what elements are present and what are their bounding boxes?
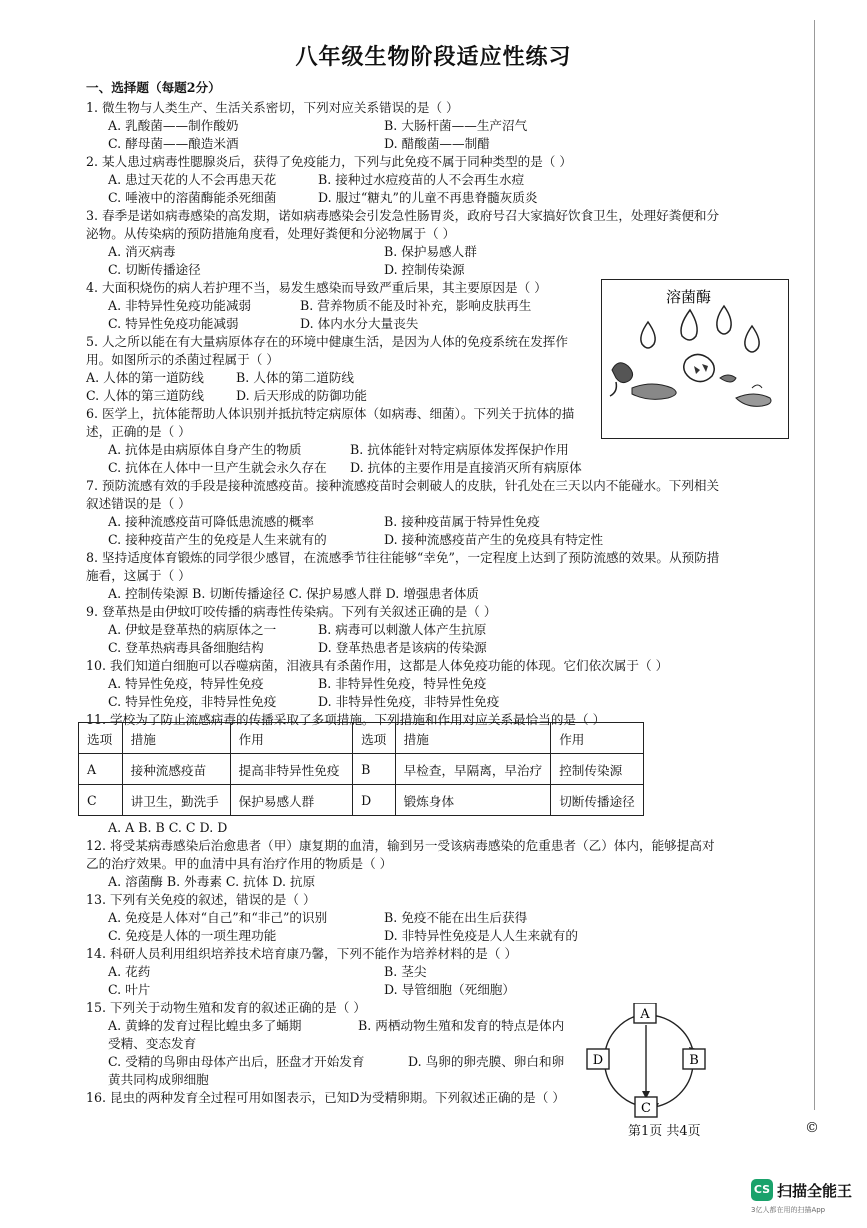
question-line: A. 花药	[108, 964, 151, 979]
question-line: C. 登革热病毒具备细胞结构	[108, 640, 264, 655]
question-line: A. 控制传染源 B. 切断传播途径 C. 保护易感人群 D. 增强患者体质	[108, 586, 479, 601]
figure-label: 溶菌酶	[666, 288, 712, 306]
table-header-cell: 选项	[353, 723, 396, 754]
question-line: D. 体内水分大量丧失	[300, 316, 419, 331]
table-cell: 锻炼身体	[395, 785, 551, 816]
question-line: B. 大肠杆菌——生产沼气	[384, 118, 528, 133]
question-line: D. 控制传染源	[384, 262, 465, 277]
question-line: C. 接种疫苗产生的免疫是人生来就有的	[108, 532, 327, 547]
section-heading: 一、选择题（每题2分）	[86, 80, 221, 95]
question-line: A. 溶菌酶 B. 外毒素 C. 抗体 D. 抗原	[108, 874, 316, 889]
question-line: A. 患过天花的人不会再患天花	[108, 172, 277, 187]
question-line: 受精、变态发育	[108, 1036, 197, 1051]
table-cell: B	[353, 754, 396, 785]
question-line: 9. 登革热是由伊蚊叮咬传播的病毒性传染病。下列有关叙述正确的是（ ）	[86, 604, 497, 619]
table-cell: 保护易感人群	[230, 785, 352, 816]
question-line: D. 导管细胞（死细胞）	[384, 982, 515, 997]
question-line: A. 消灭病毒	[108, 244, 176, 259]
question-line: 2. 某人患过病毒性腮腺炎后，获得了免疫能力，下列与此免疫不属于同种类型的是（ ）	[86, 154, 572, 169]
question-line: 4. 大面积烧伤的病人若护理不当，易发生感染而导致严重后果，其主要原因是（ ）	[86, 280, 547, 295]
question-line: B. 茎尖	[384, 964, 427, 979]
table-header-cell: 措施	[122, 723, 230, 754]
table-cell: D	[353, 785, 396, 816]
question-line: D. 非特异性免疫是人人生来就有的	[384, 928, 578, 943]
question-line: A. 人体的第一道防线	[86, 370, 204, 385]
page-title: 八年级生物阶段适应性练习	[295, 44, 572, 70]
question-line: A. 黄蜂的发育过程比蝗虫多了蛹期	[108, 1018, 302, 1033]
development-cycle-diagram	[583, 1003, 717, 1119]
table-cell: 讲卫生，勤洗手	[122, 785, 230, 816]
question-line: 黄共同构成卵细胞	[108, 1072, 209, 1087]
question-line: C. 免疫是人体的一项生理功能	[108, 928, 277, 943]
question-line: B. 两栖动物生殖和发育的特点是体内	[358, 1018, 565, 1033]
question-line: 6. 医学上，抗体能帮助人体识别并抵抗特定病原体（如病毒、细菌）。下列关于抗体的描	[86, 406, 575, 421]
watermark-app-name: 扫描全能王	[777, 1182, 853, 1200]
question-line: B. 免疫不能在出生后获得	[384, 910, 528, 925]
question-line: B. 病毒可以刺激人体产生抗原	[318, 622, 487, 637]
question-line: 13. 下列有关免疫的叙述，错误的是（ ）	[86, 892, 316, 907]
question-line: A. 接种流感疫苗可降低患流感的概率	[108, 514, 315, 529]
copyright-mark: ©	[805, 1120, 819, 1136]
table-row	[79, 785, 644, 816]
question-line: C. 人体的第三道防线	[86, 388, 204, 403]
question-line: 16. 昆虫的两种发育全过程可用如图表示，已知D为受精卵期。下列叙述正确的是（ ）	[86, 1090, 565, 1105]
question-line: 7. 预防流感有效的手段是接种流感疫苗。接种流感疫苗时会刺破人的皮肤，针孔处在三天以内不能碰水。下列相关	[86, 478, 720, 493]
question-line: 述，正确的是（ ）	[86, 424, 191, 439]
table-header-cell: 选项	[79, 723, 123, 754]
node-b: B	[689, 1053, 699, 1068]
question-line: B. 抗体能针对特定病原体发挥保护作用	[350, 442, 569, 457]
question-line: D. 鸟卵的卵壳膜、卵白和卵	[408, 1054, 565, 1069]
measures-table	[78, 722, 644, 816]
question-line: A. 免疫是人体对“自己”和“非己”的识别	[108, 910, 328, 925]
table-row	[79, 754, 644, 785]
question-line: C. 叶片	[108, 982, 151, 997]
question-line: B. 营养物质不能及时补充，影响皮肤再生	[300, 298, 532, 313]
question-line: C. 切断传播途径	[108, 262, 201, 277]
table-cell: A	[79, 754, 123, 785]
question-line: 3. 春季是诺如病毒感染的高发期，诺如病毒感染会引发急性肠胃炎，政府号召大家搞好饮食卫生，处理好粪便和分	[86, 208, 720, 223]
margin-rule	[814, 20, 815, 1110]
question-line: D. 后天形成的防御功能	[236, 388, 367, 403]
lysozyme-figure	[601, 279, 789, 439]
table-header-cell: 措施	[395, 723, 551, 754]
node-c: C	[641, 1101, 651, 1116]
question-line: A. 抗体是由病原体自身产生的物质	[108, 442, 302, 457]
question-line: 15. 下列关于动物生殖和发育的叙述正确的是（ ）	[86, 1000, 366, 1015]
table-cell: 接种流感疫苗	[122, 754, 230, 785]
question-line: D. 服过“糖丸”的儿童不再患脊髓灰质炎	[318, 190, 538, 205]
question-line: 14. 科研人员利用组织培养技术培育康乃馨，下列不能作为培养材料的是（ ）	[86, 946, 518, 961]
question-line: B. 保护易感人群	[384, 244, 477, 259]
table-header-row	[79, 723, 644, 754]
question-line: 1. 微生物与人类生产、生活关系密切，下列对应关系错误的是（ ）	[86, 100, 459, 115]
question-line: 乙的治疗效果。甲的血清中具有治疗作用的物质是（ ）	[86, 856, 393, 871]
question-line: 12. 将受某病毒感染后治愈患者（甲）康复期的血清，输到另一受该病毒感染的危重患者（乙）体内，能够提高对	[86, 838, 715, 853]
page-number: 第1页 共4页	[628, 1124, 701, 1139]
table-header-cell: 作用	[551, 723, 644, 754]
question-line: D. 接种流感疫苗产生的免疫具有特定性	[384, 532, 604, 547]
question-line: D. 醋酸菌——制醋	[384, 136, 490, 151]
question-line: 叙述错误的是（ ）	[86, 496, 191, 511]
table-cell: 早检查，早隔离，早治疗	[395, 754, 551, 785]
watermark-tagline: 3亿人都在用的扫描App	[751, 1206, 826, 1214]
table-cell: 提高非特异性免疫	[230, 754, 352, 785]
question-line: A. 乳酸菌——制作酸奶	[108, 118, 239, 133]
question-line: C. 抗体在人体中一旦产生就会永久存在	[108, 460, 327, 475]
table-cell: 切断传播途径	[551, 785, 644, 816]
lysozyme-illustration	[602, 280, 788, 438]
question-line: A. 特异性免疫，特异性免疫	[108, 676, 264, 691]
question-line: B. 接种过水痘疫苗的人不会再生水痘	[318, 172, 525, 187]
question-line: 5. 人之所以能在有大量病原体存在的环境中健康生活，是因为人体的免疫系统在发挥作	[86, 334, 568, 349]
question-line: 11. 学校为了防止流感病毒的传播采取了多项措施。下列措施和作用对应关系最恰当的是（ ）	[86, 712, 606, 727]
question-line: 8. 坚持适度体育锻炼的同学很少感冒，在流感季节往往能够“幸免”，一定程度上达到了预防流感的效果。从预防措	[86, 550, 720, 565]
table-header-cell: 作用	[230, 723, 352, 754]
question-line: 用。如图所示的杀菌过程属于（ ）	[86, 352, 279, 367]
table-cell: 控制传染源	[551, 754, 644, 785]
question-line: C. 受精的鸟卵由母体产出后，胚盘才开始发育	[108, 1054, 365, 1069]
question-line: D. 非特异性免疫，非特异性免疫	[318, 694, 500, 709]
question-line: D. 登革热患者是该病的传染源	[318, 640, 487, 655]
question-line: B. 接种疫苗属于特异性免疫	[384, 514, 540, 529]
question-line: D. 抗体的主要作用是直接消灭所有病原体	[350, 460, 582, 475]
question-line: B. 非特异性免疫，特异性免疫	[318, 676, 487, 691]
question-line: A. 非特异性免疫功能减弱	[108, 298, 252, 313]
question-line: C. 唾液中的溶菌酶能杀死细菌	[108, 190, 277, 205]
cs-logo-icon: CS	[751, 1179, 773, 1201]
cycle-svg	[583, 1003, 717, 1119]
question-line: C. 特异性免疫，非特异性免疫	[108, 694, 277, 709]
question-line: 施看，这属于（ ）	[86, 568, 191, 583]
question-line: C. 酵母菌——酿造米酒	[108, 136, 239, 151]
question-line: 10. 我们知道白细胞可以吞噬病菌，泪液具有杀菌作用，这都是人体免疫功能的体现。它们依次属于（ ）	[86, 658, 669, 673]
node-d: D	[592, 1053, 604, 1068]
question-line: B. 人体的第二道防线	[236, 370, 355, 385]
question-line: C. 特异性免疫功能减弱	[108, 316, 239, 331]
question-line: A. A B. B C. C D. D	[108, 820, 228, 835]
node-a: A	[640, 1007, 650, 1022]
question-line: 泌物。从传染病的预防措施角度看，处理好粪便和分泌物属于（ ）	[86, 226, 456, 241]
scanner-watermark	[751, 1179, 861, 1203]
table-cell: C	[79, 785, 123, 816]
question-line: A. 伊蚊是登革热的病原体之一	[108, 622, 277, 637]
